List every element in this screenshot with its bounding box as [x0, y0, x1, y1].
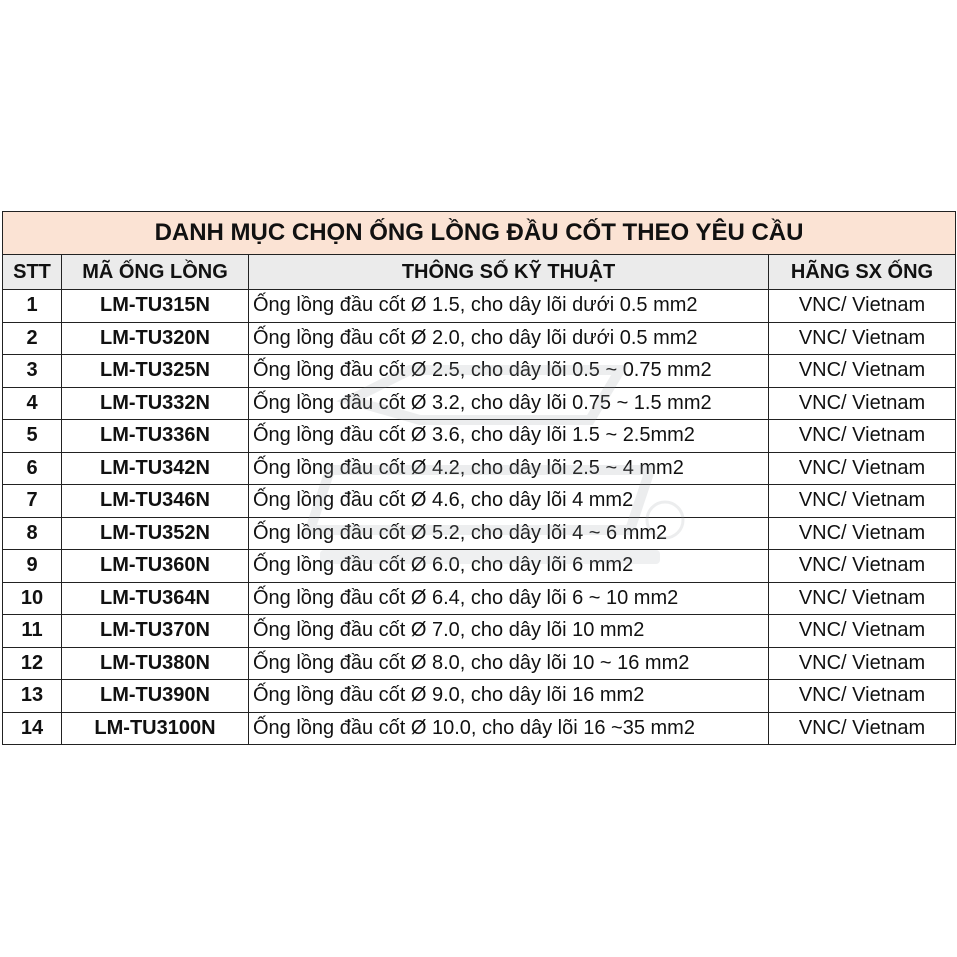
table-row: [3, 582, 956, 615]
row-stt: 14: [3, 712, 62, 745]
row-stt: 4: [3, 387, 62, 420]
header-code: MÃ ỐNG LỒNG: [62, 255, 249, 290]
row-maker: VNC/ Vietnam: [769, 647, 956, 680]
row-stt: 13: [3, 680, 62, 713]
table-row: [3, 452, 956, 485]
row-code: LM-TU336N: [62, 420, 249, 453]
row-stt: 10: [3, 582, 62, 615]
row-code: LM-TU342N: [62, 452, 249, 485]
row-spec: Ống lồng đầu cốt Ø 6.0, cho dây lõi 6 mm2: [249, 550, 769, 583]
row-stt: 12: [3, 647, 62, 680]
row-spec: Ống lồng đầu cốt Ø 4.6, cho dây lõi 4 mm2: [249, 485, 769, 518]
table-row: [3, 517, 956, 550]
row-stt: 8: [3, 517, 62, 550]
row-code: LM-TU325N: [62, 355, 249, 388]
row-code: LM-TU3100N: [62, 712, 249, 745]
row-maker: VNC/ Vietnam: [769, 355, 956, 388]
row-code: LM-TU346N: [62, 485, 249, 518]
row-spec: Ống lồng đầu cốt Ø 7.0, cho dây lõi 10 mm2: [249, 615, 769, 648]
row-maker: VNC/ Vietnam: [769, 387, 956, 420]
table-body: [3, 290, 956, 745]
title-row: [3, 212, 956, 255]
row-maker: VNC/ Vietnam: [769, 290, 956, 323]
row-spec: Ống lồng đầu cốt Ø 8.0, cho dây lõi 10 ~ 16 mm2: [249, 647, 769, 680]
row-maker: VNC/ Vietnam: [769, 615, 956, 648]
row-maker: VNC/ Vietnam: [769, 517, 956, 550]
row-maker: VNC/ Vietnam: [769, 680, 956, 713]
row-code: LM-TU370N: [62, 615, 249, 648]
row-maker: VNC/ Vietnam: [769, 452, 956, 485]
row-maker: VNC/ Vietnam: [769, 485, 956, 518]
row-spec: Ống lồng đầu cốt Ø 6.4, cho dây lõi 6 ~ 10 mm2: [249, 582, 769, 615]
header-maker: HÃNG SX ỐNG: [769, 255, 956, 290]
row-stt: 6: [3, 452, 62, 485]
header-stt: STT: [3, 255, 62, 290]
row-code: LM-TU360N: [62, 550, 249, 583]
row-stt: 11: [3, 615, 62, 648]
row-spec: Ống lồng đầu cốt Ø 2.5, cho dây lõi 0.5 ~ 0.75 mm2: [249, 355, 769, 388]
table-row: [3, 355, 956, 388]
table-row: [3, 680, 956, 713]
table-row: [3, 550, 956, 583]
row-spec: Ống lồng đầu cốt Ø 1.5, cho dây lõi dưới 0.5 mm2: [249, 290, 769, 323]
table-row: [3, 712, 956, 745]
table-row: [3, 647, 956, 680]
row-maker: VNC/ Vietnam: [769, 550, 956, 583]
table-row: [3, 322, 956, 355]
row-spec: Ống lồng đầu cốt Ø 3.6, cho dây lõi 1.5 ~ 2.5mm2: [249, 420, 769, 453]
row-code: LM-TU352N: [62, 517, 249, 550]
row-code: LM-TU315N: [62, 290, 249, 323]
row-spec: Ống lồng đầu cốt Ø 5.2, cho dây lõi 4 ~ 6 mm2: [249, 517, 769, 550]
row-stt: 9: [3, 550, 62, 583]
row-spec: Ống lồng đầu cốt Ø 3.2, cho dây lõi 0.75 ~ 1.5 mm2: [249, 387, 769, 420]
row-code: LM-TU364N: [62, 582, 249, 615]
catalog-table: [2, 211, 956, 745]
table-row: [3, 387, 956, 420]
row-spec: Ống lồng đầu cốt Ø 10.0, cho dây lõi 16 ~35 mm2: [249, 712, 769, 745]
row-maker: VNC/ Vietnam: [769, 420, 956, 453]
table-row: [3, 615, 956, 648]
row-stt: 5: [3, 420, 62, 453]
header-row: [3, 255, 956, 290]
row-maker: VNC/ Vietnam: [769, 712, 956, 745]
table-title: DANH MỤC CHỌN ỐNG LỒNG ĐẦU CỐT THEO YÊU CẦU: [3, 212, 956, 255]
row-spec: Ống lồng đầu cốt Ø 4.2, cho dây lõi 2.5 ~ 4 mm2: [249, 452, 769, 485]
row-code: LM-TU320N: [62, 322, 249, 355]
table-row: [3, 420, 956, 453]
row-maker: VNC/ Vietnam: [769, 322, 956, 355]
row-stt: 1: [3, 290, 62, 323]
header-spec: THÔNG SỐ KỸ THUẬT: [249, 255, 769, 290]
row-spec: Ống lồng đầu cốt Ø 9.0, cho dây lõi 16 mm2: [249, 680, 769, 713]
row-stt: 2: [3, 322, 62, 355]
table-row: [3, 290, 956, 323]
row-stt: 3: [3, 355, 62, 388]
row-spec: Ống lồng đầu cốt Ø 2.0, cho dây lõi dưới 0.5 mm2: [249, 322, 769, 355]
table-row: [3, 485, 956, 518]
row-code: LM-TU390N: [62, 680, 249, 713]
row-stt: 7: [3, 485, 62, 518]
row-code: LM-TU332N: [62, 387, 249, 420]
row-code: LM-TU380N: [62, 647, 249, 680]
row-maker: VNC/ Vietnam: [769, 582, 956, 615]
